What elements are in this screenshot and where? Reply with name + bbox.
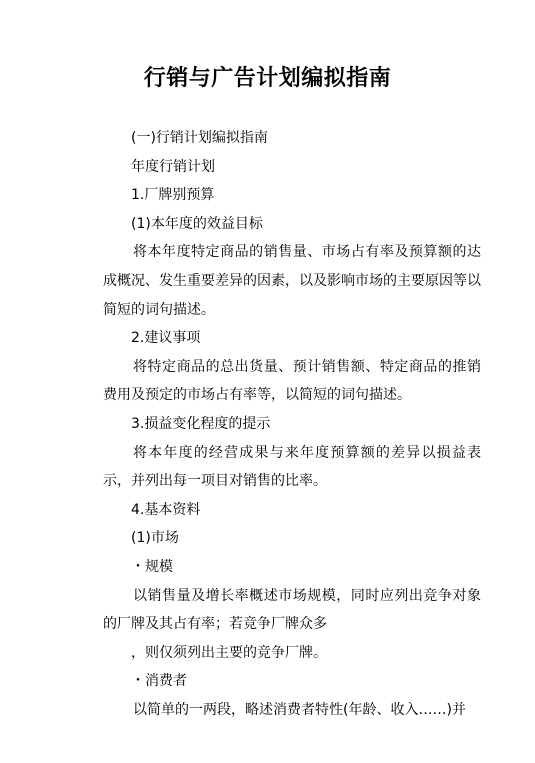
item-heading: 2.建议事项	[131, 330, 201, 347]
item-heading: 3.损益变化程度的提示	[131, 415, 271, 432]
body-paragraph: 将本年度的经营成果与来年度预算额的差异以损益表示，并列出每一项目对销售的比率。	[103, 444, 481, 490]
subitem-heading: (1)本年度的效益目标	[131, 215, 263, 232]
body-paragraph: 将本年度特定商品的销售量、市场占有率及预算额的达成概况、发生重要差异的因素，以及影响市场的主要原因等以简短的词句描述。	[103, 244, 481, 318]
item-heading: 1.厂牌别预算	[131, 187, 215, 204]
subsection-heading: 年度行销计划	[131, 158, 215, 175]
document-title: 行销与广告计划编拟指南	[143, 65, 392, 91]
bullet-heading: ・规模	[131, 558, 173, 575]
body-paragraph: 将特定商品的总出货量、预计销售额、特定商品的推销费用及预定的市场占有率等，以简短的词句描述。	[103, 358, 481, 404]
document-body	[103, 124, 481, 724]
item-heading: 4.基本资料	[131, 501, 201, 518]
body-paragraph-continuation: ，则仅须列出主要的竞争厂牌。	[131, 644, 327, 661]
bullet-heading: ・消费者	[131, 673, 187, 690]
body-paragraph: 以简单的一两段，略述消费者特性(年龄、收入……)并	[133, 701, 466, 718]
section-heading: (一)行销计划编拟指南	[131, 130, 268, 146]
subitem-heading: (1)市场	[131, 530, 179, 547]
body-paragraph: 以销售量及增长率概述市场规模，同时应列出竞争对象的厂牌及其占有率；若竞争厂牌众多	[103, 587, 481, 633]
